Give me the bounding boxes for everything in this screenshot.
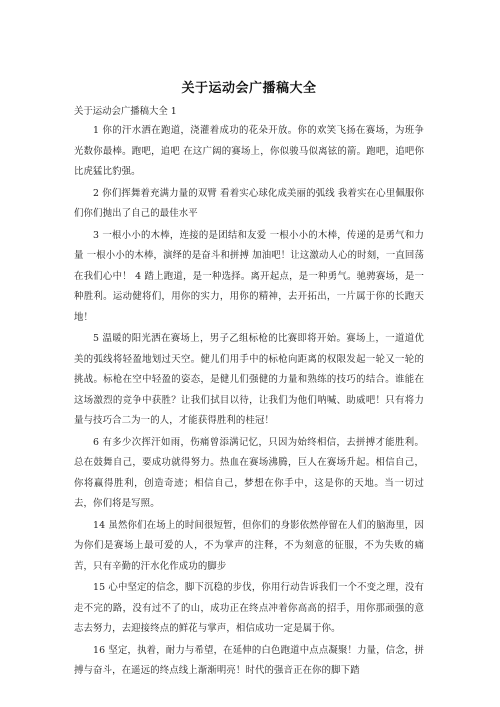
paragraph-6: 6 有多少次挥汗如雨，伤痛曾添满记忆，只因为始终相信，去拼搏才能胜利。总在鼓舞自己，要成功就得努力。热血在赛场沸腾，巨人在赛场升起。相信自己，你将赢得胜利，创造奇迹；相信自己，梦想在你手中，这是你的天地。当一切过去，你们将是写照。 (74, 436, 424, 509)
paragraph-5: 5 温暖的阳光洒在赛场上，男子乙组标枪的比赛即将开始。赛场上，一道道优美的弧线将轻盈地划过天空。健儿们用手中的标枪向距离的权限发起一轮又一轮的挑战。标枪在空中轻盈的姿态，是健儿们强健的力量和熟练的技巧的结合。谁能在这场激烈的竞争中获胜？让我们拭目以待，让我们为他们呐喊、助威吧！只有将力量与技巧合二为一的人，才能获得胜利的桂冠！ (74, 333, 424, 426)
document-title: 关于运动会广播稿大全 (181, 81, 317, 96)
document-page (74, 0, 424, 682)
paragraph-1: 1 你的汗水洒在跑道，浇灌着成功的花朵开放。你的欢笑飞扬在赛场，为班争光数你最棒。跑吧，追吧 在这广阔的赛场上，你似骏马似离铉的箭。跑吧，追吧你比虎猛比豹强。 (74, 125, 424, 177)
paragraph-14: 14 虽然你们在场上的时间很短暂，但你们的身影依然停留在人们的脑海里，因为你们是赛场上最可爱的人，不为掌声的注释，不为刻意的征服，不为失败的痛苦，只有辛勤的汗水化作成功的脚步 (74, 519, 424, 572)
paragraph-2: 2 你们挥舞着充满力量的双臂 看着实心球化成美丽的弧线 我着实在心里佩服你们你们抛出了自己的最佳水平 (74, 187, 424, 219)
paragraph-3: 3 一根小小的木棒，连接的是团结和友爱 一根小小的木棒，传递的是勇气和力量 一根小小的木棒，演绎的是奋斗和拼搏 加油吧！让这激动人心的时刻，一直回荡在我们心中！ 4 踏上跑道，是一种选择。离开起点，是一种勇气。驰骋赛场，是一种胜利。运动健将们，用你的实力，用你的精神，去开拓出，一片属于你的长跑天地！ (74, 229, 424, 323)
section-subtitle: 关于运动会广播稿大全 1 (74, 106, 177, 117)
paragraph-16: 16 坚定，执着，耐力与希望，在延伸的白色跑道中点点凝聚！力量，信念，拼搏与奋斗，在遥远的终点线上渐渐明亮！时代的强音正在你的脚下踏 (74, 644, 424, 676)
paragraph-15: 15 心中坚定的信念，脚下沉稳的步伐，你用行动告诉我们一个不变之理，没有走不完的路，没有过不了的山，成功正在终点冲着你高高的招手，用你那顽强的意志去努力，去迎接终点的鲜花与掌声，相信成功一定是属于你。 (74, 582, 424, 634)
